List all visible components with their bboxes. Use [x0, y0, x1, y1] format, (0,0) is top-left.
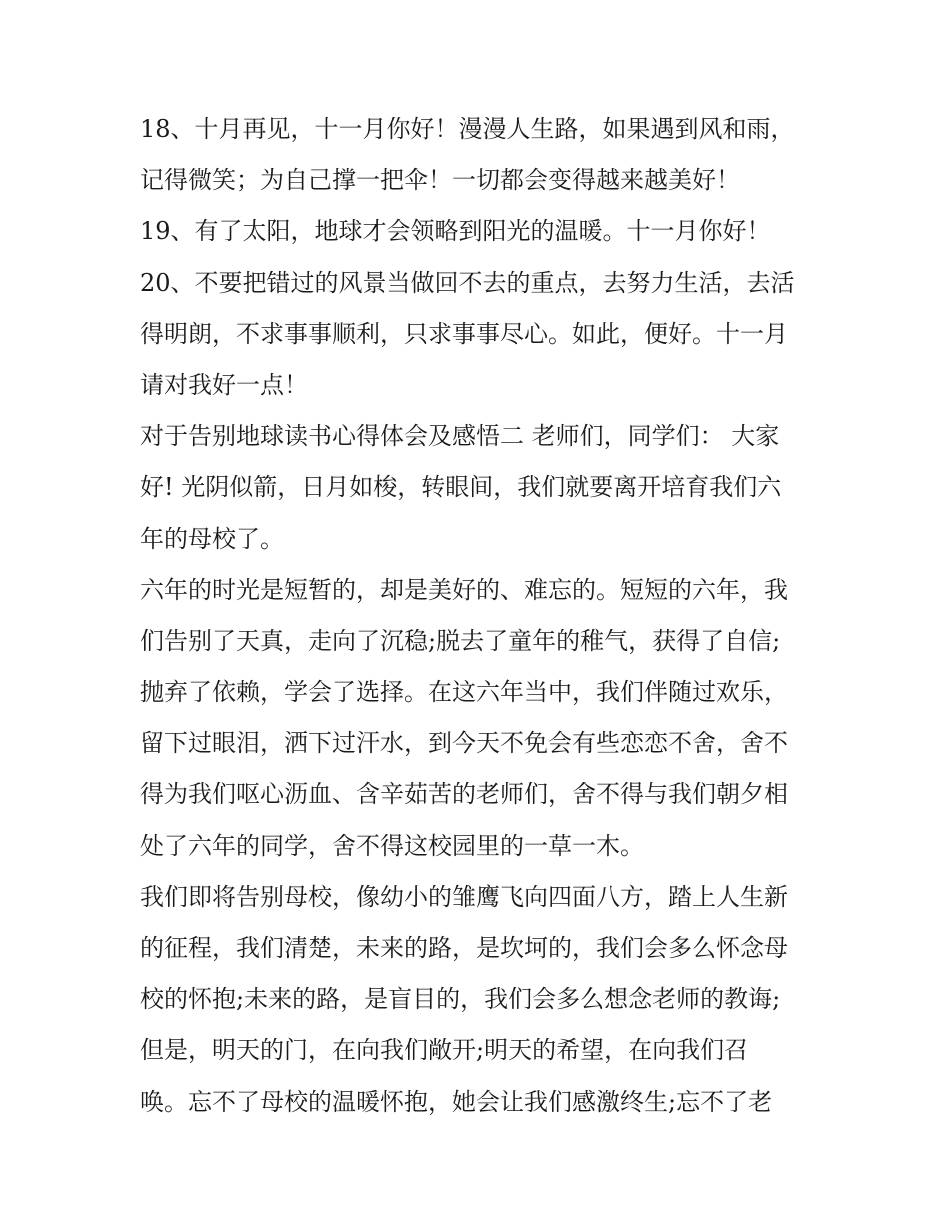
text-line-15: 处了六年的同学，舍不得这校园里的一草一木。 — [140, 831, 644, 860]
text-line-18: 校的怀抱;未来的路，是盲目的，我们会多么想念老师的教诲; — [140, 985, 781, 1014]
text-line-3: 19、有了太阳，地球才会领略到阳光的温暖。十一月你好！ — [140, 217, 771, 246]
text-line-14: 得为我们呕心沥血、含辛茹苦的老师们，舍不得与我们朝夕相 — [140, 780, 788, 809]
text-line-10: 六年的时光是短暂的，却是美好的、难忘的。短短的六年，我 — [140, 575, 788, 604]
text-line-1: 18、十月再见，十一月你好！漫漫人生路，如果遇到风和雨， — [140, 115, 795, 143]
text-line-7: 对于告别地球读书心得体会及感悟二 老师们，同学们： 大家 — [140, 422, 780, 451]
text-line-5: 得明朗，不求事事顺利，只求事事尽心。如此，便好。十一月 — [140, 319, 788, 348]
text-line-13: 留下过眼泪，洒下过汗水，到今天不免会有些恋恋不舍，舍不 — [140, 729, 788, 758]
text-line-4: 20、不要把错过的风景当做回不去的重点，去努力生活，去活 — [140, 268, 795, 297]
text-line-6: 请对我好一点！ — [140, 370, 308, 399]
text-line-12: 抛弃了依赖，学会了选择。在这六年当中，我们伴随过欢乐， — [140, 678, 788, 707]
text-line-19: 但是，明天的门，在向我们敞开;明天的希望，在向我们召 — [140, 1036, 749, 1065]
text-line-9: 年的母校了。 — [140, 524, 284, 553]
text-line-16: 我们即将告别母校，像幼小的雏鹰飞向四面八方，踏上人生新 — [140, 882, 788, 911]
text-line-17: 的征程，我们清楚，未来的路，是坎坷的，我们会多么怀念母 — [140, 934, 788, 962]
text-line-8: 好! 光阴似箭，日月如梭，转眼间，我们就要离开培育我们六 — [140, 473, 782, 502]
text-line-20: 唤。忘不了母校的温暖怀抱，她会让我们感激终生;忘不了老 — [140, 1087, 773, 1116]
text-line-2: 记得微笑；为自己撑一把伞！一切都会变得越来越美好！ — [140, 166, 740, 195]
text-line-11: 们告别了天真，走向了沉稳;脱去了童年的稚气，获得了自信; — [140, 626, 781, 655]
document-body — [140, 104, 820, 1128]
